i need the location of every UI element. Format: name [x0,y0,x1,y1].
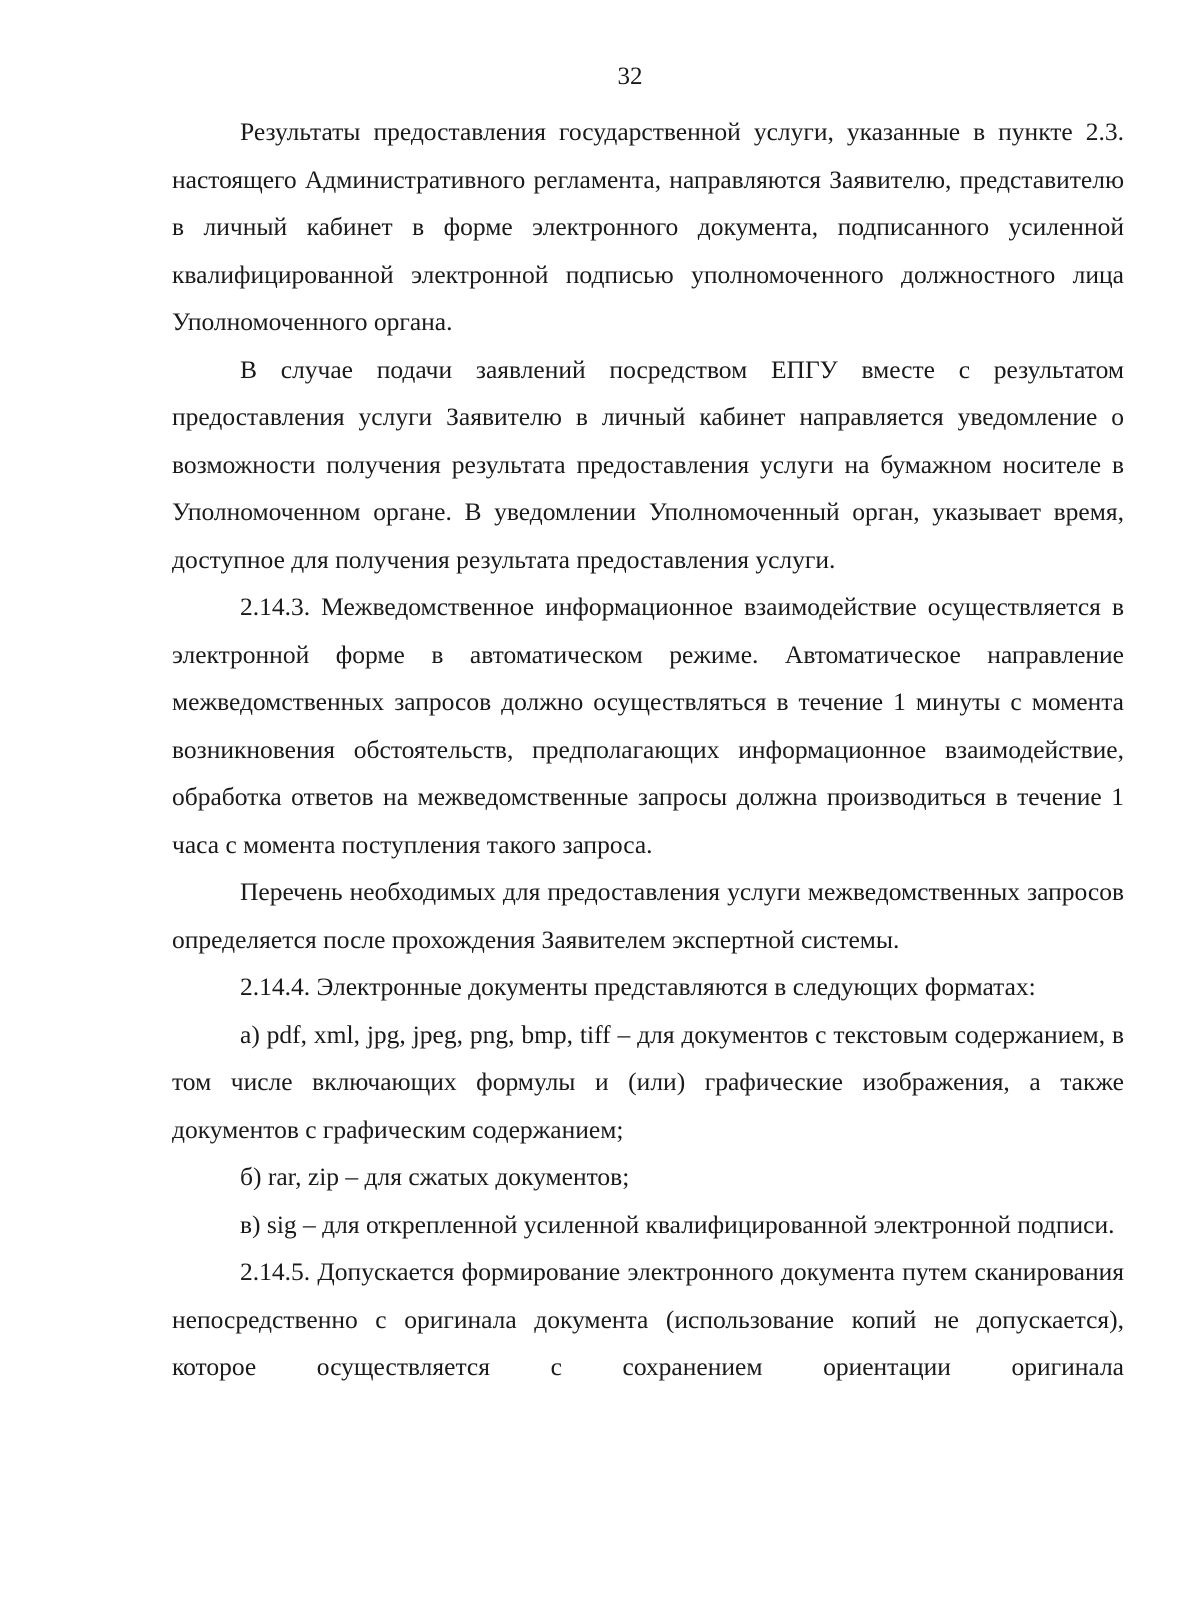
paragraph-request-list: Перечень необходимых для предоставления услуги межведомственных запросов определяется после прохождения Заявителем экспертной системы. [172,877,1124,954]
list-item-a: а) pdf, xml, jpg, jpeg, png, bmp, tiff – для документов с текстовым содержанием, в том числе включающих формулы и (или) графические изображения, а также документов с графическим содержанием; [172,1019,1124,1144]
list-item-b: б) rar, zip – для сжатых документов; [240,1162,630,1191]
paragraph-epgu-notification: В случае подачи заявлений посредством ЕПГУ вместе с результатом предоставления услуги Заявителю в личный кабинет направляется уведомление о возможности получения результата предоставления услуги на бумажном носителе в Уполномоченном органе. В уведомлении Уполномоченный орган, указывает время, доступное для получения результата предоставления услуги. [172,354,1124,574]
paragraph-results-delivery: Результаты предоставления государственной услуги, указанные в пункте 2.3. настоящего Административного регламента, направляются Заявителю, представителю в личный кабинет в форме электронного документа, подписанного усиленной квалифицированной электронной подписью уполномоченного должностного лица Уполномоченного органа. [172,117,1124,336]
paragraph-2-14-3: 2.14.3. Межведомственное информационное взаимодействие осуществляется в электронной форме в автоматическом режиме. Автоматическое направление межведомственных запросов должно осуществляться в течение 1 минуты с момента возникновения обстоятельств, предполагающих информационное взаимодействие, обработка ответов на межведомственные запросы должна производиться в течение 1 часа с момента поступления такого запроса. [172,592,1124,859]
paragraph-2-14-5: 2.14.5. Допускается формирование электронного документа путем сканирования непосредственно с оригинала документа (использование копий не допускается), которое осуществляется с сохранением ориентации оригинала [172,1257,1124,1381]
paragraph-2-14-4: 2.14.4. Электронные документы представляются в следующих форматах: [240,972,1036,1001]
page-number: 32 [617,63,643,90]
list-item-v: в) sig – для открепленной усиленной квалифицированной электронной подписи. [240,1209,1115,1239]
document-body [172,108,1124,1391]
